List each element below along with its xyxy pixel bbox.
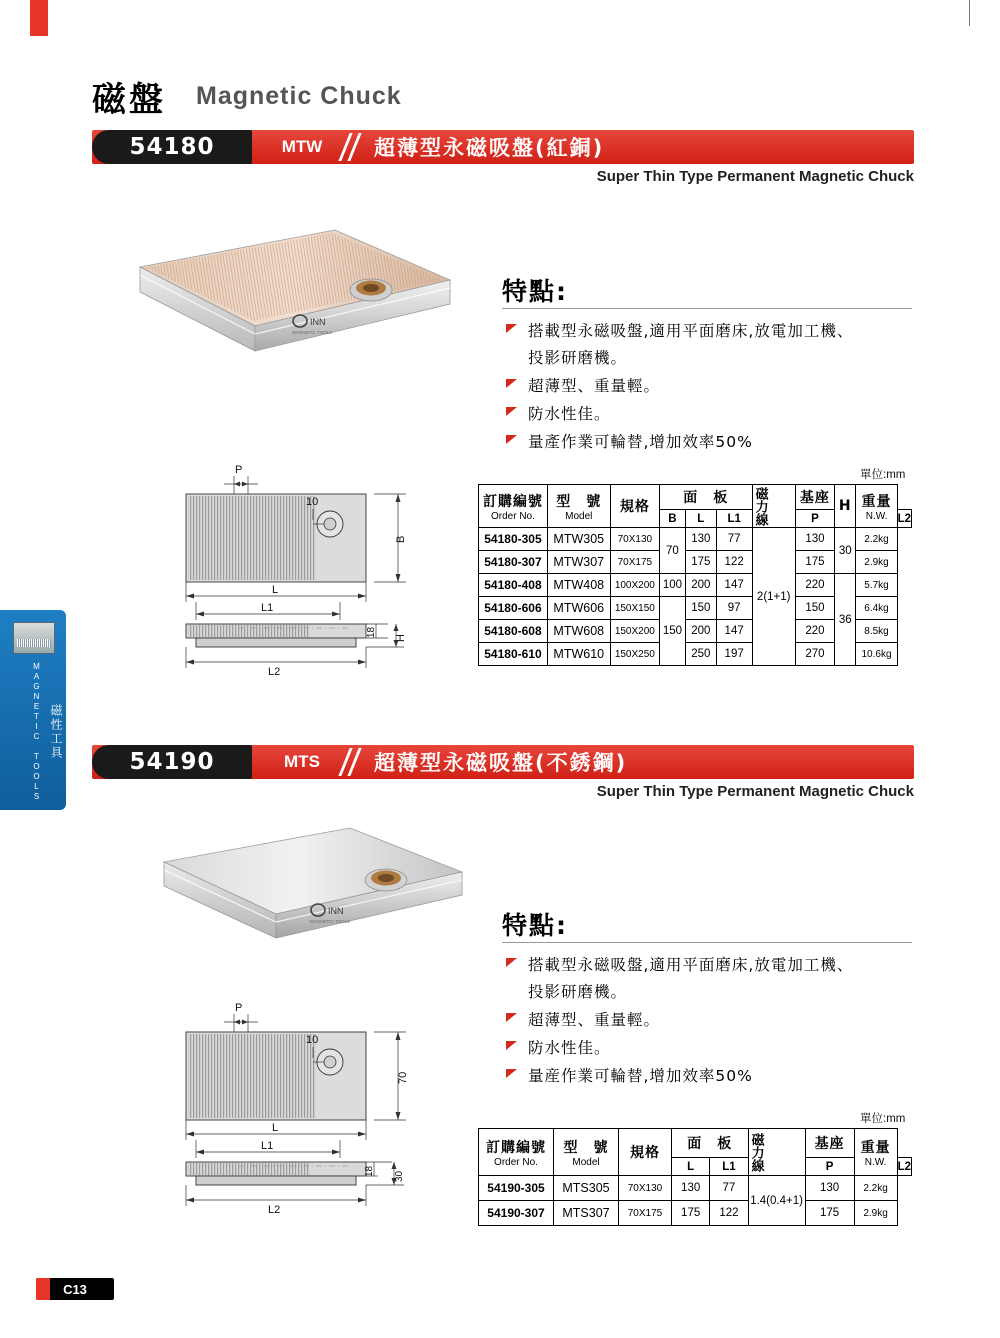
cell-spec: 150X200 — [610, 620, 659, 643]
table-row — [479, 1201, 912, 1226]
unit-label-54180: 單位:mm — [860, 469, 906, 481]
cell-order: 54180-606 — [479, 597, 548, 620]
feature-text: 超薄型、重量輕。 — [528, 377, 661, 395]
cell-l: 200 — [685, 620, 716, 643]
svg-text:L2: L2 — [268, 1204, 281, 1216]
bullet-icon — [506, 324, 517, 333]
cell-model: MTW305 — [547, 528, 610, 551]
svg-text:B: B — [395, 535, 407, 543]
features-rule-54180 — [502, 308, 912, 309]
cell-l: 150 — [685, 597, 716, 620]
svg-text:P: P — [235, 1002, 243, 1014]
svg-text:L2: L2 — [268, 666, 281, 678]
table-row — [479, 1176, 912, 1201]
table-header-row — [479, 485, 912, 510]
crop-mark-top-right — [969, 0, 970, 26]
th-magnetic-cn: 磁力線 — [748, 1132, 764, 1172]
cell-b: 70 — [660, 528, 686, 574]
spec-table-54180 — [478, 484, 912, 666]
th-l2: L2 — [897, 510, 911, 528]
crop-mark-top-left — [30, 0, 48, 36]
section-banner-54180 — [92, 130, 914, 164]
cell-model: MTS307 — [554, 1201, 619, 1226]
features-title-54190: 特點: — [502, 911, 568, 940]
cell-order: 54180-408 — [479, 574, 548, 597]
side-tab-label — [0, 662, 66, 802]
cell-model: MTW606 — [547, 597, 610, 620]
cell-order: 54180-305 — [479, 528, 548, 551]
list-item — [502, 952, 922, 1006]
th-model-en: Model — [572, 1156, 600, 1168]
svg-text:10: 10 — [306, 1034, 319, 1046]
th-model-cn: 型 號 — [556, 493, 602, 510]
unit-label-54190: 單位:mm — [860, 1113, 906, 1125]
footer-page-number: C13 — [63, 1281, 87, 1297]
cell-l: 175 — [672, 1201, 710, 1226]
cell-l1: 122 — [716, 551, 752, 574]
list-item — [502, 1007, 922, 1034]
cell-l2: 175 — [795, 551, 834, 574]
spec-table-54190 — [478, 1128, 912, 1226]
th-l2: L2 — [897, 1158, 911, 1176]
feature-text-line2: 投影研磨機。 — [528, 349, 628, 367]
cell-l1: 97 — [716, 597, 752, 620]
bullet-icon — [506, 1041, 517, 1050]
svg-text:L1: L1 — [261, 1140, 274, 1152]
cell-spec: 70X130 — [610, 528, 659, 551]
th-weight-en: N.W. — [865, 510, 888, 522]
th-l: L — [685, 510, 716, 528]
th-panel: 面 板 — [660, 485, 753, 510]
cell-nw: 2.9kg — [856, 551, 897, 574]
technical-drawing-mts — [178, 1000, 448, 1250]
cell-order: 54190-307 — [479, 1201, 554, 1226]
svg-text:INN: INN — [328, 906, 344, 916]
th-order-no-en: Order No. — [490, 510, 535, 522]
chevron-right-icon — [344, 748, 358, 776]
cell-order: 54180-610 — [479, 643, 548, 666]
side-tab-magnetic-tools — [0, 610, 66, 810]
cell-model: MTS305 — [554, 1176, 619, 1201]
feature-text: 量產作業可輪替,增加效率50% — [528, 433, 753, 451]
side-tab-label-en: MAGNETIC TOOLS — [32, 662, 41, 802]
svg-text:L1: L1 — [261, 602, 274, 614]
th-weight-en: N.W. — [864, 1156, 887, 1168]
banner-code: 54190 — [92, 745, 252, 779]
cell-spec: 70X175 — [610, 551, 659, 574]
cell-nw: 2.9kg — [854, 1201, 897, 1226]
cell-h: 36 — [835, 574, 856, 666]
magnetic-chuck-icon — [13, 622, 55, 654]
th-model-cn: 型 號 — [563, 1139, 609, 1156]
cell-l: 200 — [685, 574, 716, 597]
cell-spec: 100X200 — [610, 574, 659, 597]
cell-b: 150 — [660, 597, 686, 666]
cell-l2: 130 — [805, 1176, 854, 1201]
cell-l2: 220 — [795, 574, 834, 597]
feature-text-line2: 投影研磨機。 — [528, 983, 628, 1001]
list-item — [502, 1035, 922, 1062]
svg-text:P: P — [235, 464, 243, 476]
th-spec: 規格 — [610, 485, 659, 528]
th-weight — [854, 1129, 897, 1176]
cell-h: 30 — [835, 528, 856, 574]
cell-nw: 8.5kg — [856, 620, 897, 643]
features-title-54180: 特點: — [502, 277, 568, 306]
th-model-en: Model — [565, 510, 593, 522]
bullet-icon — [506, 379, 517, 388]
cell-nw: 6.4kg — [856, 597, 897, 620]
th-model — [547, 485, 610, 528]
cell-order: 54180-608 — [479, 620, 548, 643]
cell-model: MTW610 — [547, 643, 610, 666]
svg-text:MAGNETIC TOOLS: MAGNETIC TOOLS — [310, 919, 351, 924]
cell-l1: 122 — [710, 1201, 748, 1226]
banner-abbr: MTW — [281, 137, 323, 156]
cell-spec: 150X250 — [610, 643, 659, 666]
cell-model: MTW408 — [547, 574, 610, 597]
cell-model: MTW608 — [547, 620, 610, 643]
svg-text:L: L — [272, 1122, 279, 1134]
feature-text: 搭載型永磁吸盤,適用平面磨床,放電加工機、 — [528, 956, 854, 974]
cell-nw: 5.7kg — [856, 574, 897, 597]
cell-l2: 270 — [795, 643, 834, 666]
cell-l1: 147 — [716, 574, 752, 597]
bullet-icon — [506, 407, 517, 416]
cell-model: MTW307 — [547, 551, 610, 574]
feature-text: 防水性佳。 — [528, 405, 611, 423]
banner-title-cn: 超薄型永磁吸盤(不銹鋼) — [374, 751, 628, 775]
th-h: H — [835, 485, 856, 528]
svg-text:L: L — [272, 584, 279, 596]
cell-l: 130 — [685, 528, 716, 551]
banner-code: 54180 — [92, 130, 252, 164]
cell-l: 130 — [672, 1176, 710, 1201]
cell-p: 2(1+1) — [752, 528, 795, 666]
cell-l: 175 — [685, 551, 716, 574]
th-l1: L1 — [710, 1158, 748, 1176]
cell-nw: 2.2kg — [856, 528, 897, 551]
bullet-icon — [506, 435, 517, 444]
banner-title-cn: 超薄型永磁吸盤(紅銅) — [374, 136, 605, 160]
th-p: P — [805, 1158, 854, 1176]
svg-text:H: H — [395, 634, 407, 642]
cell-l2: 220 — [795, 620, 834, 643]
cell-spec: 70X130 — [619, 1176, 672, 1201]
list-item — [502, 429, 922, 456]
svg-text:30: 30 — [394, 1170, 405, 1182]
th-base: 基座 — [805, 1129, 854, 1158]
feature-text: 搭載型永磁吸盤,適用平面磨床,放電加工機、 — [528, 322, 854, 340]
table-row — [479, 528, 912, 551]
th-order-no — [479, 1129, 554, 1176]
th-order-no-cn: 訂購編號 — [482, 493, 543, 510]
th-p: P — [795, 510, 834, 528]
cell-nw: 10.6kg — [856, 643, 897, 666]
th-magnetic — [752, 485, 795, 528]
svg-text:18: 18 — [366, 626, 377, 638]
svg-text:MAGNETIC TOOLS: MAGNETIC TOOLS — [292, 330, 333, 335]
side-tab-label-cn: 磁性工具 — [49, 704, 63, 760]
feature-text: 超薄型、重量輕。 — [528, 1011, 661, 1029]
features-rule-54190 — [502, 942, 912, 943]
chevron-right-icon — [344, 133, 358, 161]
cell-l2: 175 — [805, 1201, 854, 1226]
th-magnetic — [748, 1129, 805, 1176]
product-photo-mtw — [120, 222, 470, 372]
cell-l: 250 — [685, 643, 716, 666]
features-list-54190 — [502, 952, 922, 1091]
cell-b: 100 — [660, 574, 686, 597]
technical-drawing-mtw — [178, 462, 448, 702]
list-item — [502, 373, 922, 400]
th-weight-cn: 重量 — [860, 1139, 891, 1156]
cell-l1: 77 — [710, 1176, 748, 1201]
svg-text:INN: INN — [310, 317, 326, 327]
th-b: B — [660, 510, 686, 528]
th-order-no-cn: 訂購編號 — [486, 1139, 546, 1156]
cell-l1: 77 — [716, 528, 752, 551]
cell-l2: 130 — [795, 528, 834, 551]
table-header-row — [479, 1129, 912, 1158]
list-item — [502, 401, 922, 428]
cell-l1: 147 — [716, 620, 752, 643]
features-list-54180 — [502, 318, 922, 457]
section-subtitle-en-54190: Super Thin Type Permanent Magnetic Chuck — [596, 783, 914, 800]
product-photo-mts — [150, 820, 480, 955]
th-panel: 面 板 — [672, 1129, 749, 1158]
section-subtitle-en-54180: Super Thin Type Permanent Magnetic Chuck — [596, 168, 914, 185]
banner-abbr: MTS — [284, 752, 320, 771]
feature-text: 量産作業可輪替,增加效率50% — [528, 1067, 753, 1085]
th-base: 基座 — [795, 485, 834, 510]
list-item — [502, 1063, 922, 1090]
th-l: L — [672, 1158, 710, 1176]
th-order-no — [479, 485, 548, 528]
svg-text:70: 70 — [397, 1071, 409, 1084]
bullet-icon — [506, 1069, 517, 1078]
th-weight-cn: 重量 — [861, 493, 892, 510]
cell-spec: 150X150 — [610, 597, 659, 620]
cell-spec: 70X175 — [619, 1201, 672, 1226]
th-model — [554, 1129, 619, 1176]
cell-p: 1.4(0.4+1) — [748, 1176, 805, 1226]
feature-text: 防水性佳。 — [528, 1039, 611, 1057]
bullet-icon — [506, 1013, 517, 1022]
bullet-icon — [506, 958, 517, 967]
table-row — [479, 574, 912, 597]
th-weight — [856, 485, 897, 528]
section-banner-54190 — [92, 745, 914, 779]
svg-text:18: 18 — [364, 1165, 375, 1177]
th-order-no-en: Order No. — [494, 1156, 538, 1168]
svg-text:10: 10 — [306, 496, 319, 508]
th-l1: L1 — [716, 510, 752, 528]
th-spec: 規格 — [619, 1129, 672, 1176]
page-title-en: Magnetic Chuck — [196, 82, 402, 110]
th-magnetic-cn: 磁力線 — [752, 486, 768, 526]
page-title-cn: 磁盤 — [92, 80, 166, 120]
cell-order: 54180-307 — [479, 551, 548, 574]
cell-nw: 2.2kg — [854, 1176, 897, 1201]
cell-l1: 197 — [716, 643, 752, 666]
list-item — [502, 318, 922, 372]
cell-order: 54190-305 — [479, 1176, 554, 1201]
cell-l2: 150 — [795, 597, 834, 620]
